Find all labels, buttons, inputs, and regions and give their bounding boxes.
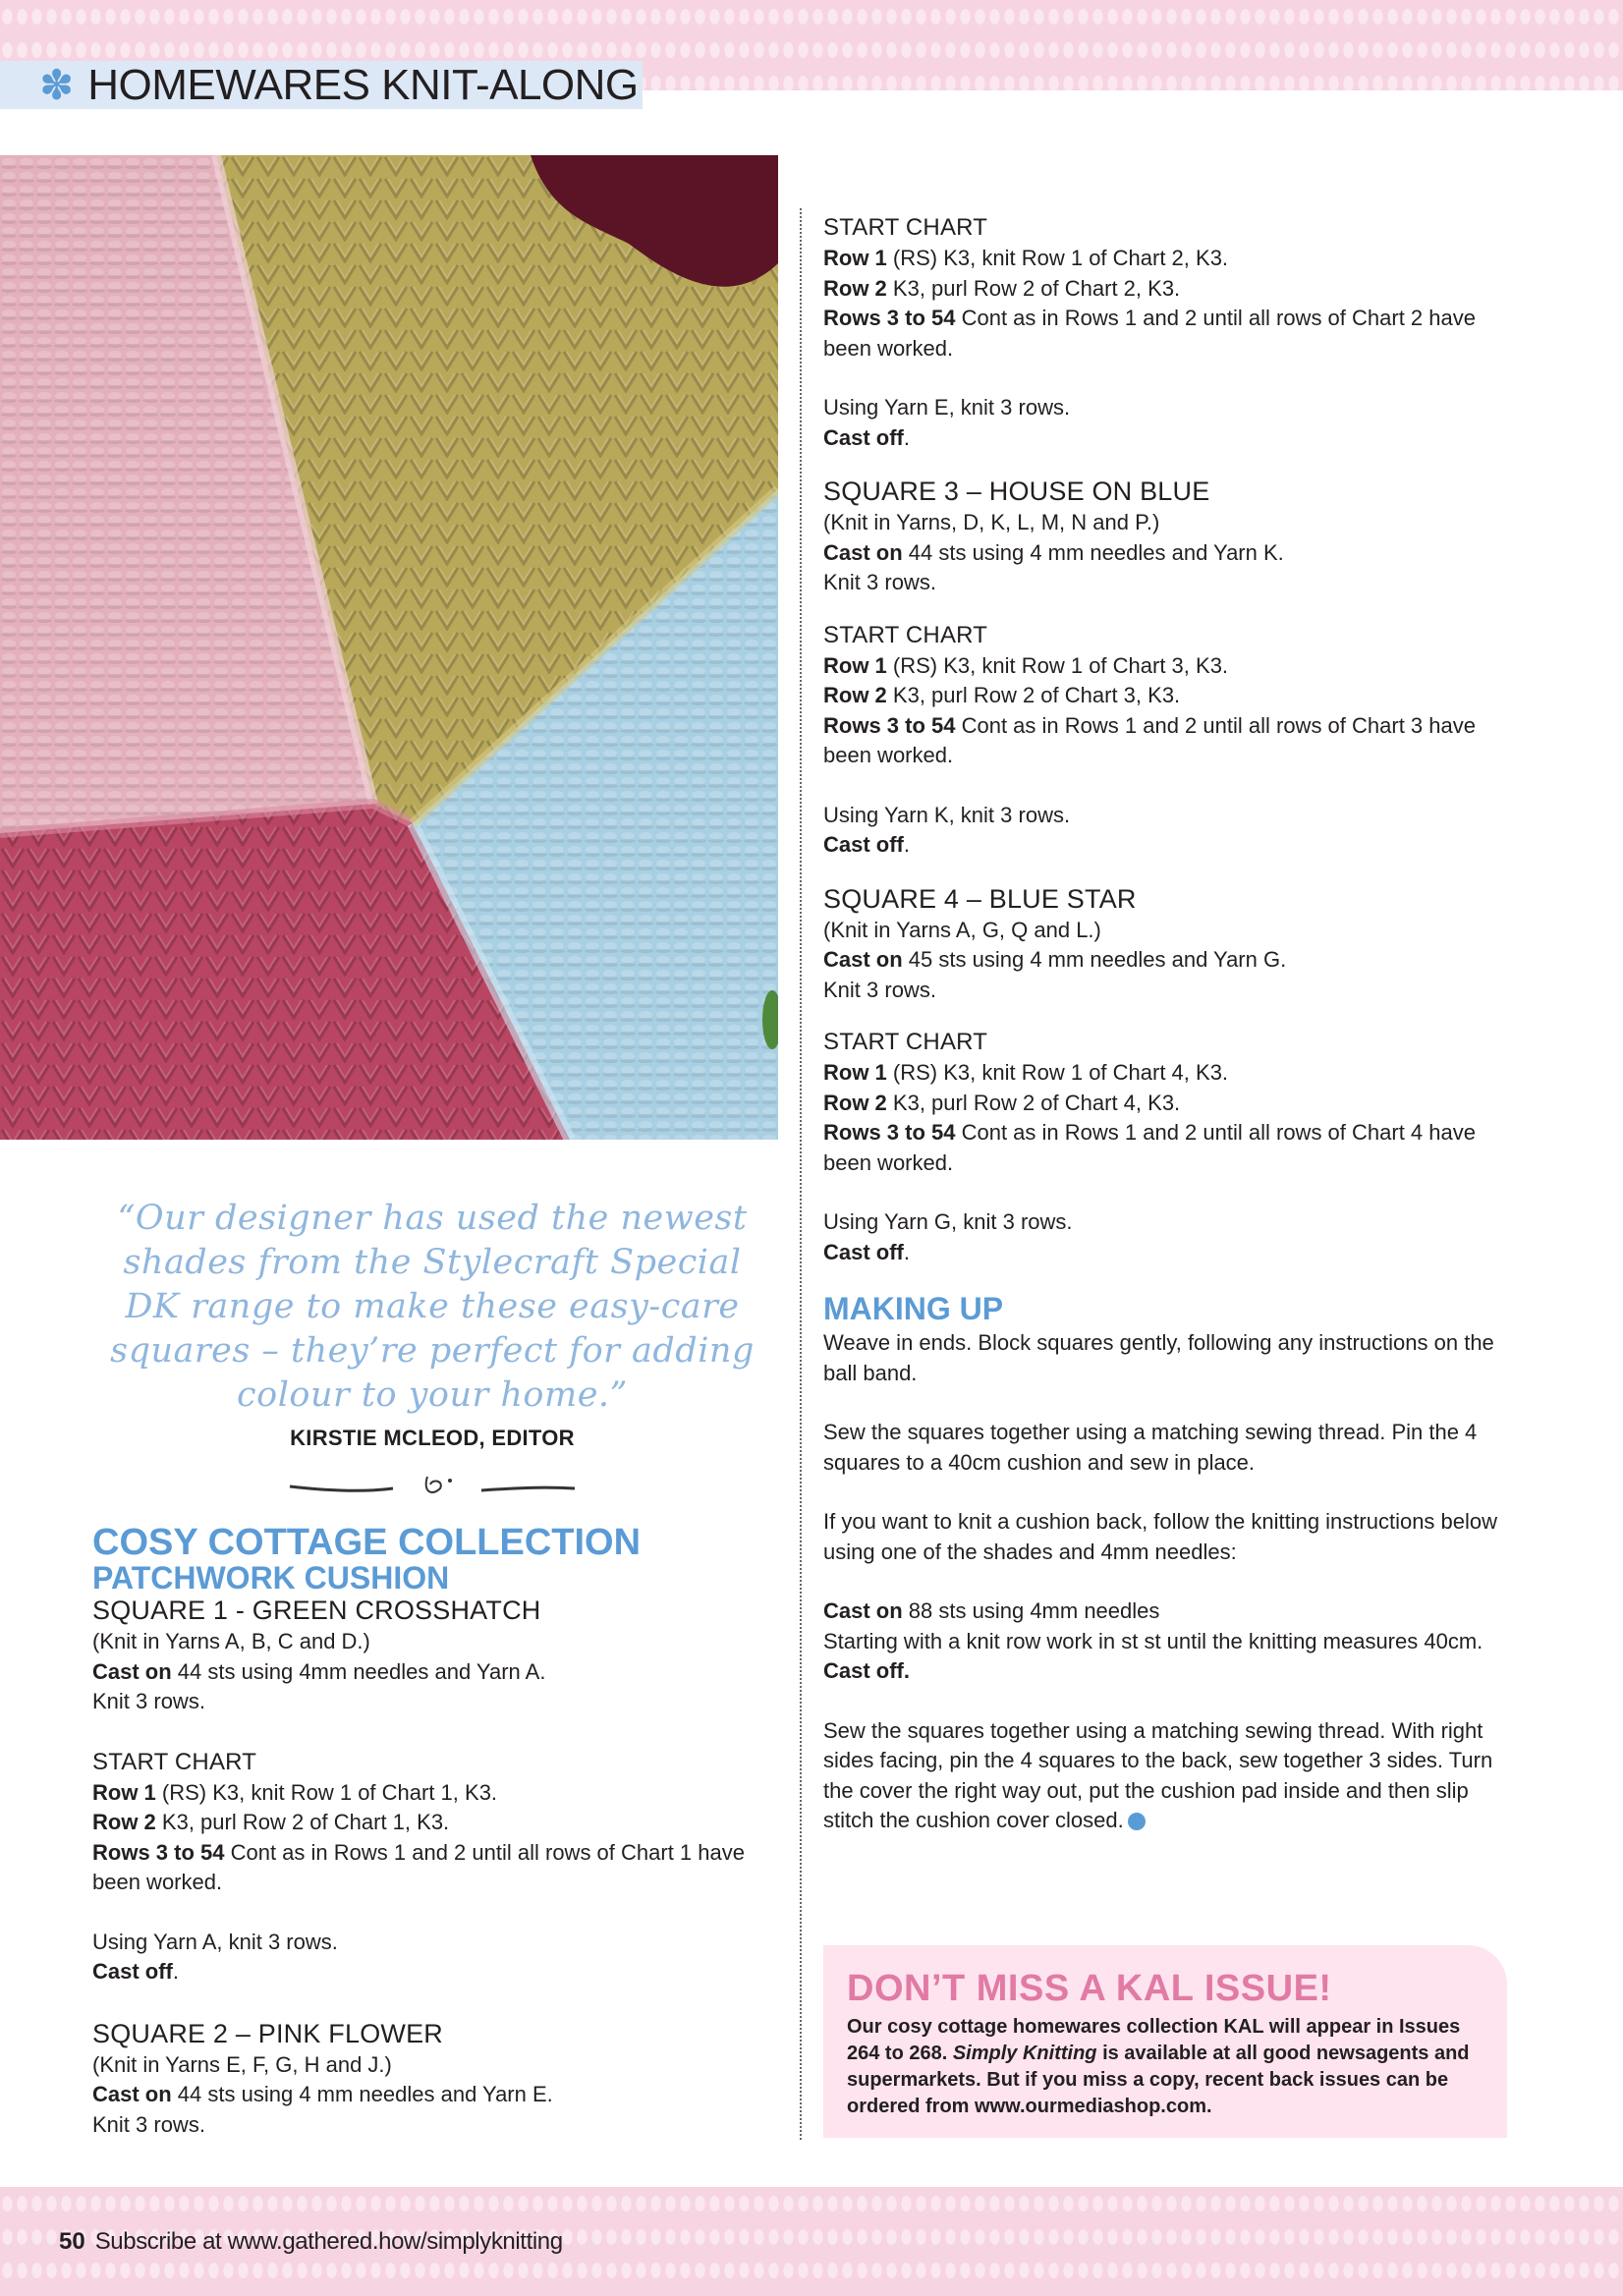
making-up-st-st: Starting with a knit row work in st st until the knitting measures 40cm. [823, 1628, 1483, 1653]
square1-cast-on: Cast on 44 sts using 4mm needles and Yarn A. [92, 1658, 546, 1684]
square4-start-chart: START CHART [823, 1029, 988, 1055]
square4-cast-on: Cast on 45 sts using 4 mm needles and Yarn G. [823, 947, 1287, 972]
section-header-tab [0, 61, 643, 109]
square2-start-chart: START CHART [823, 214, 988, 241]
square2-rows3-54: Rows 3 to 54 Cont as in Rows 1 and 2 until all rows of Chart 2 have been worked. [823, 306, 1476, 361]
making-up-p4: Sew the squares together using a matching sewing thread. With right sides facing, pin the 4 squares to the back, sew together 3 sides. Turn the cover the right way out, put the cushion pad inside and then slip stitch the cushion cover closed. [823, 1717, 1493, 1832]
square2-title: SQUARE 2 – PINK FLOWER [92, 2018, 443, 2048]
editor-quote [108, 1197, 756, 1506]
square3-row1: Row 1 (RS) K3, knit Row 1 of Chart 3, K3. [823, 652, 1229, 678]
kal-box-title: DON’T MISS A KAL ISSUE! [847, 1968, 1332, 2009]
square1-row2: Row 2 K3, purl Row 2 of Chart 1, K3. [92, 1810, 450, 1834]
square3-yarns: (Knit in Yarns, D, K, L, M, N and P.) [823, 510, 1160, 534]
square1-rows3-54: Rows 3 to 54 Cont as in Rows 1 and 2 until all rows of Chart 1 have been worked. [92, 1839, 745, 1894]
yarn-ball-end-icon [1128, 1813, 1146, 1830]
signature-flourish [285, 1467, 580, 1506]
collection-subtitle: PATCHWORK CUSHION [92, 1560, 450, 1596]
square3-title: SQUARE 3 – HOUSE ON BLUE [823, 476, 1210, 506]
square3-cast-on: Cast on 44 sts using 4 mm needles and Yarn K. [823, 539, 1284, 565]
square3-start-chart: START CHART [823, 621, 988, 648]
square4-knit-rows: Knit 3 rows. [823, 977, 936, 1002]
square4-rows3-54: Rows 3 to 54 Cont as in Rows 1 and 2 until all rows of Chart 4 have been worked. [823, 1120, 1476, 1175]
square1-title: SQUARE 1 - GREEN CROSSHATCH [92, 1596, 541, 1625]
subscribe-link[interactable]: Subscribe at www.gathered.how/simplyknitting [94, 2228, 563, 2255]
square2-knit-rows: Knit 3 rows. [92, 2111, 205, 2137]
square2-cast-on: Cast on 44 sts using 4 mm needles and Yarn E. [92, 2082, 553, 2106]
left-text-column [92, 1523, 780, 2140]
square4-row1: Row 1 (RS) K3, knit Row 1 of Chart 4, K3. [823, 1060, 1229, 1085]
making-up-cast-off: Cast off. [823, 1658, 910, 1683]
square2-yarns: (Knit in Yarns E, F, G, H and J.) [92, 2051, 392, 2077]
square1-knit-rows: Knit 3 rows. [92, 1689, 205, 1713]
square2-using-yarn: Using Yarn E, knit 3 rows. [823, 395, 1071, 420]
square2-row2: Row 2 K3, purl Row 2 of Chart 2, K3. [823, 275, 1181, 301]
making-up-p2: Sew the squares together using a matching sewing thread. Pin the 4 squares to a 40cm cushion and sew in place. [823, 1420, 1478, 1475]
making-up-cast-on: Cast on 88 sts using 4mm needles [823, 1598, 1160, 1623]
kal-box-body: Our cosy cottage homewares collection KAL will appear in Issues 264 to 268. Simply Knitting is available at all good newsagents and supermarkets. But if you miss a copy, recent back issues can be ordered from www.ourmediashop.com. [847, 2016, 1470, 2117]
quote-author: KIRSTIE MCLEOD, EDITOR [290, 1426, 575, 1450]
square3-using-yarn: Using Yarn K, knit 3 rows. [823, 802, 1071, 827]
square4-row2: Row 2 K3, purl Row 2 of Chart 4, K3. [823, 1090, 1181, 1115]
square1-using-yarn: Using Yarn A, knit 3 rows. [92, 1929, 338, 1954]
making-up-title: MAKING UP [823, 1291, 1004, 1326]
square4-using-yarn: Using Yarn G, knit 3 rows. [823, 1209, 1073, 1234]
square1-yarns: (Knit in Yarns A, B, C and D.) [92, 1629, 370, 1653]
square1-cast-off: Cast off. [92, 1959, 180, 1984]
kal-info-box [823, 1945, 1507, 2138]
column-divider [800, 208, 802, 2140]
square4-cast-off: Cast off. [823, 1239, 911, 1264]
square2-row1: Row 1 (RS) K3, knit Row 1 of Chart 2, K3. [823, 246, 1229, 270]
square1-start-chart: START CHART [92, 1748, 257, 1775]
making-up-p1: Weave in ends. Block squares gently, following any instructions on the ball band. [823, 1330, 1494, 1385]
square4-yarns: (Knit in Yarns A, G, Q and L.) [823, 917, 1101, 942]
section-title: HOMEWARES KNIT-ALONG [87, 60, 639, 109]
square1-row1: Row 1 (RS) K3, knit Row 1 of Chart 1, K3. [92, 1779, 498, 1805]
flower-icon: ✽ [39, 61, 75, 108]
making-up-p3: If you want to knit a cushion back, follow the knitting instructions below using one of the shades and 4mm needles: [823, 1509, 1498, 1564]
square3-rows3-54: Rows 3 to 54 Cont as in Rows 1 and 2 until all rows of Chart 3 have been worked. [823, 712, 1476, 767]
square2-cast-off: Cast off. [823, 424, 911, 450]
square3-cast-off: Cast off. [823, 832, 911, 857]
square3-knit-rows: Knit 3 rows. [823, 570, 936, 594]
right-text-column [823, 212, 1501, 1836]
square3-row2: Row 2 K3, purl Row 2 of Chart 3, K3. [823, 683, 1181, 707]
page-number: 50 [59, 2228, 85, 2255]
page-footer [59, 2228, 563, 2256]
collection-title: COSY COTTAGE COLLECTION [92, 1522, 642, 1563]
knitted-squares-photo [0, 155, 778, 1140]
square4-title: SQUARE 4 – BLUE STAR [823, 883, 1137, 914]
quote-text: “Our designer has used the newest shades from the Stylecraft Special DK range to make these easy-care squares – they’re perfect for adding colour to your home.” [110, 1199, 755, 1415]
